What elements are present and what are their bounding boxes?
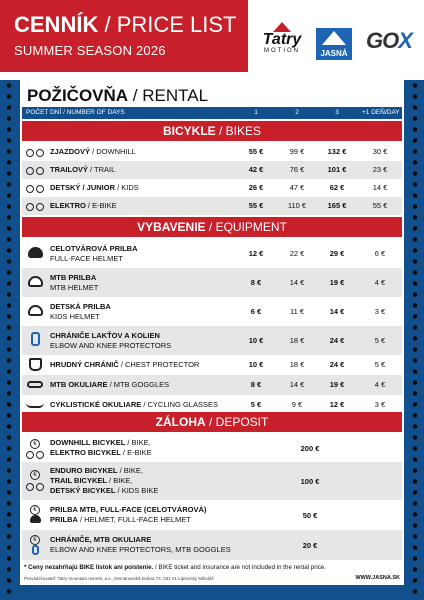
price-extra-day: 3 € — [374, 307, 386, 316]
item-name: CHRÁNIČE, MTB OKULIARE ELBOW AND KNEE PROTECTORS, MTB GOGGLES — [50, 535, 231, 554]
bicycle-icon — [26, 165, 44, 177]
bikes-title-en: / BIKES — [215, 124, 262, 138]
right-dot-border — [411, 80, 419, 600]
title-sk: CENNÍK — [14, 12, 99, 37]
footnote-en: / BIKE ticket and insurance are not included in the rental price. — [153, 564, 326, 571]
price-2-days: 11 € — [289, 307, 305, 316]
table-row — [22, 326, 402, 355]
price-extra-day: 23 € — [372, 165, 388, 174]
table-row — [22, 355, 402, 375]
price-2-days: 14 € — [289, 380, 305, 389]
rental-title-sk: POŽIČOVŇA — [27, 86, 129, 105]
item-name: MTB OKULIARE / MTB GOGGLES — [50, 380, 170, 389]
peak-icon — [322, 31, 346, 45]
item-name: PRILBA MTB, FULL-FACE (CELOTVÁROVÁ) PRILBA / HELMET, FULL-FACE HELMET — [50, 505, 207, 524]
bicycle-icon — [26, 449, 44, 461]
price-3-days: 14 € — [329, 307, 345, 316]
knee-pad-icon — [26, 332, 44, 349]
price-3-days: 165 € — [327, 201, 347, 210]
helmet-icon — [26, 515, 44, 526]
price-2-days: 14 € — [289, 278, 305, 287]
price-2-days: 22 € — [289, 249, 305, 258]
price-3-days: 101 € — [327, 165, 347, 174]
bicycle-icon — [26, 183, 44, 195]
price-3-days: 19 € — [329, 278, 345, 287]
price-2-days: 99 € — [289, 147, 305, 156]
price-3-days: 29 € — [329, 249, 345, 258]
col-3-days: 3 — [335, 109, 339, 116]
price-1-day: 8 € — [250, 380, 262, 389]
price-extra-day: 5 € — [374, 360, 386, 369]
price-1-day: 10 € — [248, 336, 264, 345]
bikes-title-sk: BICYKLE — [162, 124, 216, 138]
deposit-amount: 200 € — [300, 444, 320, 453]
jasna-logo-word: JASNÁ — [320, 49, 348, 58]
price-1-day: 42 € — [248, 165, 264, 174]
euro-icon: € — [26, 437, 44, 449]
deposit-title-en: / DEPOSIT — [205, 415, 269, 429]
price-extra-day: 5 € — [374, 336, 386, 345]
price-3-days: 24 € — [329, 336, 345, 345]
footnote — [24, 564, 326, 571]
partner-logos — [252, 4, 420, 72]
days-label: POČET DNÍ / NUMBER OF DAYS — [26, 109, 125, 116]
item-name: TRAILOVÝ / TRAIL — [50, 165, 116, 174]
deposit-amount: 50 € — [302, 511, 318, 520]
item-name: DETSKÝ / JUNIOR / KIDS — [50, 183, 139, 192]
table-row — [22, 297, 402, 326]
price-extra-day: 55 € — [372, 201, 388, 210]
table-row — [22, 434, 402, 462]
item-name: HRUDNÝ CHRÁNIČ / CHEST PROTECTOR — [50, 360, 200, 369]
price-2-days: 18 € — [289, 336, 305, 345]
mtb-helmet-icon — [26, 276, 44, 290]
title-banner — [0, 0, 248, 72]
rental-heading — [27, 86, 208, 106]
table-row — [22, 197, 402, 215]
price-2-days: 76 € — [289, 165, 305, 174]
table-row — [22, 462, 402, 500]
price-1-day: 6 € — [250, 307, 262, 316]
item-name: CHRÁNIČE LAKŤOV A KOLIEN ELBOW AND KNEE PROTECTORS — [50, 331, 172, 350]
table-row — [22, 179, 402, 197]
item-name: CYKLISTICKÉ OKULIARE / CYCLING GLASSES — [50, 400, 218, 409]
table-row — [22, 239, 402, 268]
table-row — [22, 268, 402, 297]
tatry-logo-word: Tatry — [262, 31, 302, 48]
equipment-title-sk: VYBAVENIE — [137, 220, 206, 234]
jasna-logo — [316, 28, 352, 60]
goggles-icon — [26, 380, 44, 391]
deposit-amount: 100 € — [300, 477, 320, 486]
equipment-section-header — [22, 217, 402, 237]
price-3-days: 24 € — [329, 360, 345, 369]
operator-info: Prevádzkovateľ: Tatry mountain resorts, a.s., Demänovská Dolina 72, 031 01 Liptovský Mikuláš — [24, 576, 214, 581]
price-extra-day: 6 € — [374, 249, 386, 258]
deposit-section-header — [22, 412, 402, 432]
bicycle-icon — [26, 481, 44, 493]
gox-logo-x: X — [398, 28, 412, 53]
table-row — [22, 530, 402, 560]
price-3-days: 132 € — [327, 147, 347, 156]
table-row — [22, 143, 402, 161]
item-name: ZJAZDOVÝ / DOWNHILL — [50, 147, 136, 156]
deposit-amount: 20 € — [302, 541, 318, 550]
euro-icon: € — [26, 468, 44, 480]
gox-logo — [366, 28, 412, 58]
website-link[interactable]: WWW.JASNA.SK — [355, 575, 400, 581]
price-3-days: 62 € — [329, 183, 345, 192]
price-2-days: 9 € — [291, 400, 303, 409]
deposit-title-sk: ZÁLOHA — [155, 415, 206, 429]
price-2-days: 18 € — [289, 360, 305, 369]
price-extra-day: 4 € — [374, 380, 386, 389]
item-name: DETSKÁ PRILBA KIDS HELMET — [50, 302, 111, 321]
full-face-helmet-icon — [26, 247, 44, 261]
bikes-section-header — [22, 121, 402, 141]
title-separator: / — [98, 12, 117, 37]
euro-icon: € — [26, 533, 44, 545]
bicycle-icon — [26, 147, 44, 159]
price-1-day: 8 € — [250, 278, 262, 287]
col-1-day: 1 — [254, 109, 258, 116]
price-1-day: 55 € — [248, 147, 264, 156]
season-label: SUMMER SEASON 2026 — [14, 43, 166, 58]
price-3-days: 19 € — [329, 380, 345, 389]
knee-pad-icon — [26, 545, 44, 558]
price-2-days: 47 € — [289, 183, 305, 192]
price-3-days: 12 € — [329, 400, 345, 409]
item-name: ENDURO BICYKEL / BIKE, TRAIL BICYKEL / BIKE, DETSKÝ BICYKEL / KIDS BIKE — [50, 466, 159, 495]
item-name: DOWNHILL BICYKEL / BIKE, ELEKTRO BICYKEL / E-BIKE — [50, 438, 152, 457]
footnote-sk: * Ceny nezahŕňajú BIKE lístok ani poistenie. — [24, 564, 154, 571]
price-extra-day: 4 € — [374, 278, 386, 287]
equipment-title-en: / EQUIPMENT — [205, 220, 287, 234]
item-name: CELOTVÁROVÁ PRILBA FULL-FACE HELMET — [50, 244, 138, 263]
price-1-day: 5 € — [250, 400, 262, 409]
page-title — [14, 12, 237, 38]
col-2-days: 2 — [295, 109, 299, 116]
days-header-row — [22, 107, 402, 119]
title-en: PRICE LIST — [116, 12, 237, 37]
price-card — [20, 80, 404, 585]
col-extra-day: +1 DEŇ/DAY — [362, 109, 400, 116]
left-dot-border — [5, 80, 13, 600]
glasses-icon — [26, 400, 44, 411]
tatry-logo-sub: MOTION — [264, 48, 300, 54]
bicycle-icon — [26, 201, 44, 213]
chest-protector-icon — [26, 358, 44, 374]
price-extra-day: 14 € — [372, 183, 388, 192]
item-name: ELEKTRO / E-BIKE — [50, 201, 117, 210]
price-extra-day: 30 € — [372, 147, 388, 156]
tatry-motion-logo — [252, 22, 312, 62]
price-1-day: 12 € — [248, 249, 264, 258]
price-2-days: 110 € — [287, 201, 307, 210]
price-1-day: 26 € — [248, 183, 264, 192]
item-name: MTB PRILBA MTB HELMET — [50, 273, 99, 292]
header — [0, 0, 424, 80]
table-row — [22, 375, 402, 395]
price-1-day: 10 € — [248, 360, 264, 369]
kids-helmet-icon — [26, 305, 44, 319]
table-row — [22, 500, 402, 530]
price-extra-day: 3 € — [374, 400, 386, 409]
gox-logo-go: GO — [366, 28, 399, 53]
euro-icon: € — [26, 503, 44, 515]
rental-title-en: / RENTAL — [128, 86, 209, 105]
table-row — [22, 161, 402, 179]
price-1-day: 55 € — [248, 201, 264, 210]
